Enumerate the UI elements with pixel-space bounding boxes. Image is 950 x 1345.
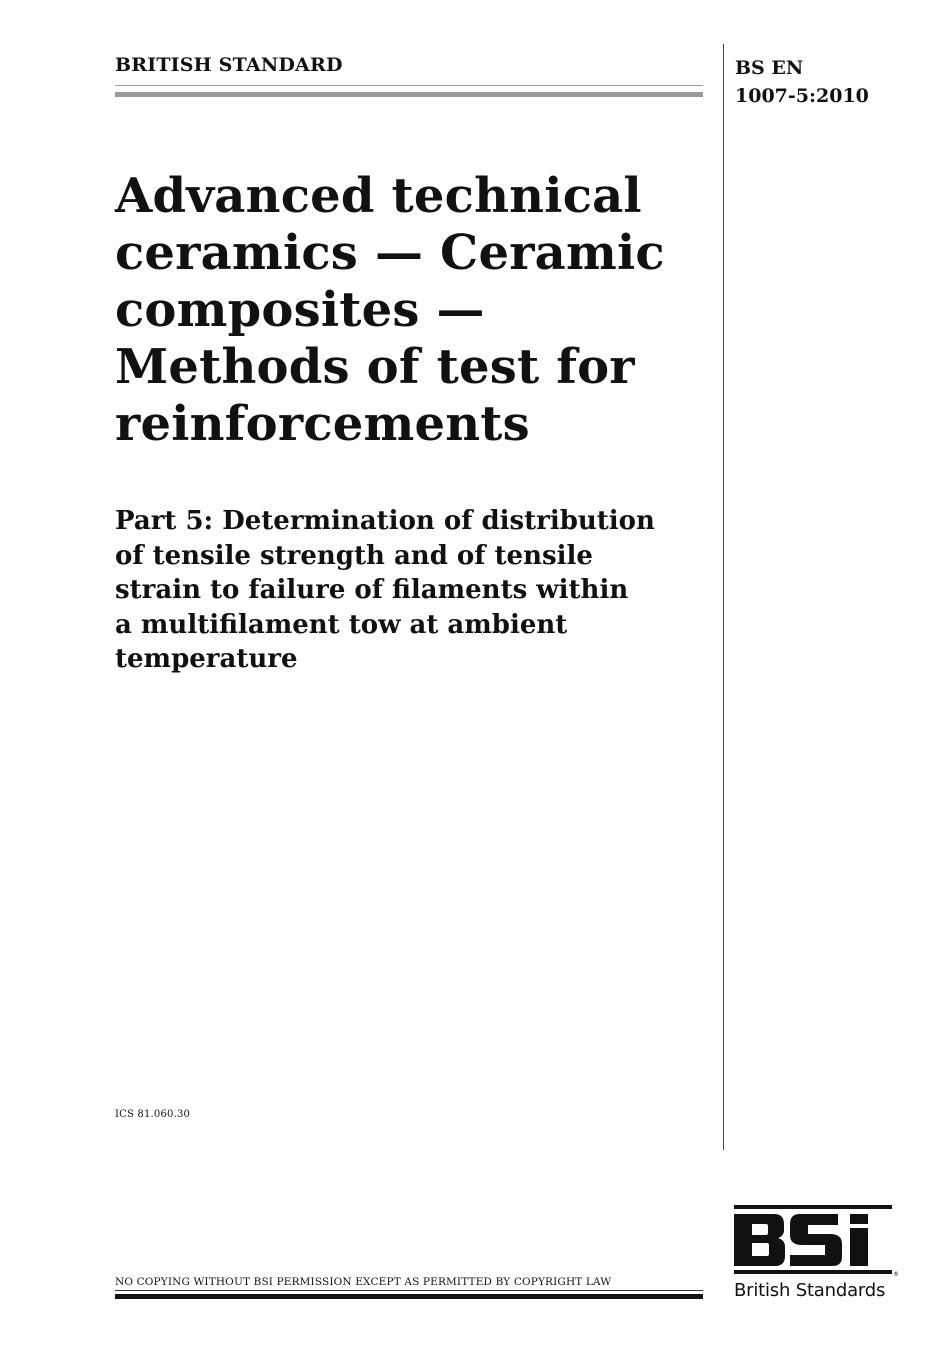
document-number-line: BS EN xyxy=(735,57,804,79)
header-divider-thick xyxy=(115,92,703,97)
logo-caption: British Standards xyxy=(734,1280,886,1301)
subtitle-line: strain to failure of filaments within xyxy=(115,575,629,605)
main-title-line: Advanced technical xyxy=(115,168,642,224)
footer-divider-thick xyxy=(115,1294,703,1299)
main-title-line: reinforcements xyxy=(115,396,530,452)
ics-code: ICS 81.060.30 xyxy=(115,1109,191,1120)
subtitle-line: Part 5: Determination of distribution xyxy=(115,506,655,536)
main-title-line: ceramics — Ceramic xyxy=(115,225,665,281)
subtitle-line: of tensile strength and of tensile xyxy=(115,540,593,571)
main-title-line: composites — xyxy=(115,282,485,338)
column-divider xyxy=(723,44,724,1150)
subtitle-line: a multifilament tow at ambient xyxy=(115,609,568,640)
part-subtitle xyxy=(115,504,715,677)
subtitle-line: temperature xyxy=(115,644,298,674)
document-number-line: 1007-5:2010 xyxy=(735,85,869,107)
header-divider-thin xyxy=(115,85,703,86)
main-title xyxy=(115,168,715,453)
footer-divider-thin xyxy=(115,1290,703,1291)
standard-type-label: BRITISH STANDARD xyxy=(115,54,343,76)
main-title-line: Methods of test for xyxy=(115,339,635,395)
svg-text:®: ® xyxy=(893,1271,899,1278)
copyright-notice: NO COPYING WITHOUT BSI PERMISSION EXCEPT AS PERMITTED BY COPYRIGHT LAW xyxy=(115,1276,612,1288)
document-number xyxy=(735,54,915,110)
